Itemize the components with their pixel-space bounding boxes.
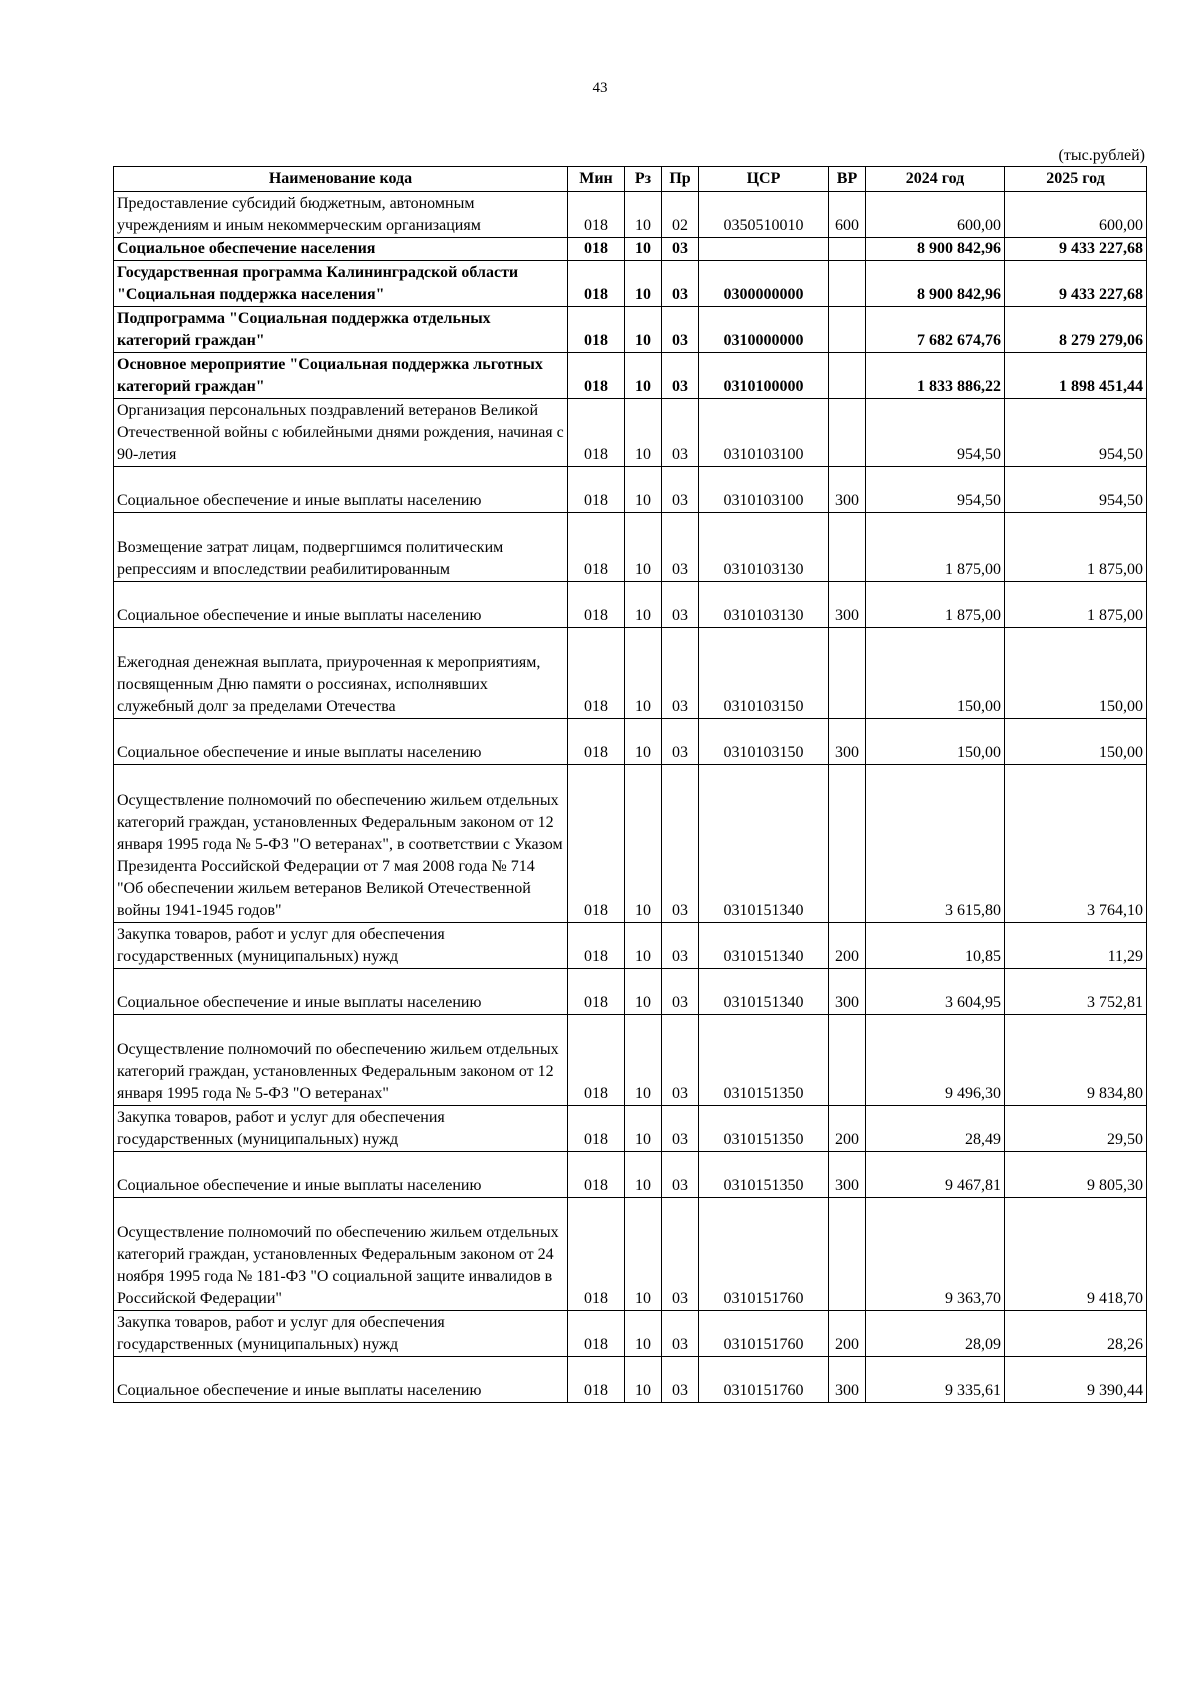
- cell-2024: 28,09: [866, 1311, 1005, 1357]
- cell-vr: [829, 1198, 866, 1311]
- table-row: [114, 467, 1147, 513]
- cell-2024: 10,85: [866, 923, 1005, 969]
- cell-csr: 0310103150: [699, 628, 829, 719]
- cell-min: 018: [568, 399, 625, 467]
- cell-pr: 03: [662, 261, 699, 307]
- cell-2025: 29,50: [1005, 1106, 1147, 1152]
- cell-2024: 954,50: [866, 467, 1005, 513]
- table-row: [114, 238, 1147, 261]
- cell-2024: 150,00: [866, 628, 1005, 719]
- cell-csr: 0310151350: [699, 1152, 829, 1198]
- cell-2025: 1 898 451,44: [1005, 353, 1147, 399]
- cell-name: Основное мероприятие "Социальная поддержка льготных категорий граждан": [114, 353, 568, 399]
- cell-min: 018: [568, 1152, 625, 1198]
- cell-2024: 28,49: [866, 1106, 1005, 1152]
- cell-2024: 1 833 886,22: [866, 353, 1005, 399]
- header-pr: Пр: [662, 167, 699, 192]
- cell-min: 018: [568, 1106, 625, 1152]
- cell-vr: [829, 307, 866, 353]
- cell-2025: 9 433 227,68: [1005, 261, 1147, 307]
- cell-csr: 0310103130: [699, 582, 829, 628]
- cell-vr: 300: [829, 467, 866, 513]
- page-number: 43: [592, 80, 608, 96]
- cell-2024: 3 615,80: [866, 765, 1005, 923]
- cell-vr: 300: [829, 1152, 866, 1198]
- cell-rz: 10: [625, 261, 662, 307]
- cell-2025: 3 752,81: [1005, 969, 1147, 1015]
- cell-name: Подпрограмма "Социальная поддержка отдельных категорий граждан": [114, 307, 568, 353]
- cell-2025: 28,26: [1005, 1311, 1147, 1357]
- table-row: [114, 353, 1147, 399]
- cell-min: 018: [568, 1198, 625, 1311]
- cell-min: 018: [568, 238, 625, 261]
- cell-min: 018: [568, 582, 625, 628]
- cell-min: 018: [568, 1311, 625, 1357]
- cell-vr: 200: [829, 923, 866, 969]
- cell-rz: 10: [625, 719, 662, 765]
- cell-2025: 8 279 279,06: [1005, 307, 1147, 353]
- cell-vr: [829, 399, 866, 467]
- cell-2024: 3 604,95: [866, 969, 1005, 1015]
- cell-2024: 7 682 674,76: [866, 307, 1005, 353]
- cell-name: Социальное обеспечение и иные выплаты населению: [114, 1152, 568, 1198]
- budget-table: [113, 166, 1147, 1403]
- cell-name: Закупка товаров, работ и услуг для обеспечения государственных (муниципальных) нужд: [114, 923, 568, 969]
- table-row: [114, 261, 1147, 307]
- cell-2024: 9 496,30: [866, 1015, 1005, 1106]
- cell-2024: 600,00: [866, 192, 1005, 238]
- cell-2025: 3 764,10: [1005, 765, 1147, 923]
- cell-min: 018: [568, 628, 625, 719]
- table-row: [114, 628, 1147, 719]
- cell-2024: 9 467,81: [866, 1152, 1005, 1198]
- cell-pr: 03: [662, 923, 699, 969]
- cell-vr: [829, 353, 866, 399]
- cell-csr: 0310103130: [699, 513, 829, 582]
- cell-csr: 0310151760: [699, 1311, 829, 1357]
- cell-vr: 300: [829, 719, 866, 765]
- cell-2024: 8 900 842,96: [866, 261, 1005, 307]
- cell-2025: 954,50: [1005, 467, 1147, 513]
- cell-pr: 03: [662, 238, 699, 261]
- header-rz: Рз: [625, 167, 662, 192]
- cell-2025: 600,00: [1005, 192, 1147, 238]
- table-row: [114, 1152, 1147, 1198]
- cell-min: 018: [568, 969, 625, 1015]
- cell-csr: 0300000000: [699, 261, 829, 307]
- cell-rz: 10: [625, 467, 662, 513]
- header-2024: 2024 год: [866, 167, 1005, 192]
- cell-name: Осуществление полномочий по обеспечению жильем отдельных категорий граждан, установленных Федеральным законом от 12 января 1995 года № 5-ФЗ "О ветеранах", в соответствии с Указом Президента Российской Федерации от 7 мая 2008 года № 714 "Об обеспечении жильем ветеранов Великой Отечественной войны 1941-1945 годов": [114, 765, 568, 923]
- cell-csr: 0310103150: [699, 719, 829, 765]
- cell-pr: 03: [662, 969, 699, 1015]
- cell-2024: 9 335,61: [866, 1357, 1005, 1403]
- table-row: [114, 969, 1147, 1015]
- cell-rz: 10: [625, 923, 662, 969]
- table-row: [114, 765, 1147, 923]
- cell-csr: 0310151340: [699, 923, 829, 969]
- cell-rz: 10: [625, 1198, 662, 1311]
- cell-csr: [699, 238, 829, 261]
- cell-rz: 10: [625, 192, 662, 238]
- cell-rz: 10: [625, 765, 662, 923]
- cell-2025: 11,29: [1005, 923, 1147, 969]
- cell-csr: 0310151760: [699, 1198, 829, 1311]
- cell-csr: 0310103100: [699, 399, 829, 467]
- table-header-row: [114, 167, 1147, 192]
- cell-pr: 03: [662, 399, 699, 467]
- table-row: [114, 1015, 1147, 1106]
- cell-min: 018: [568, 719, 625, 765]
- cell-min: 018: [568, 467, 625, 513]
- cell-csr: 0310151760: [699, 1357, 829, 1403]
- cell-name: Осуществление полномочий по обеспечению жильем отдельных категорий граждан, установленных Федеральным законом от 24 ноября 1995 года № 181-ФЗ "О социальной защите инвалидов в Российской Федерации": [114, 1198, 568, 1311]
- header-name: Наименование кода: [114, 167, 568, 192]
- cell-name: Социальное обеспечение населения: [114, 238, 568, 261]
- table-body: [114, 192, 1147, 1403]
- cell-min: 018: [568, 1015, 625, 1106]
- table-row: [114, 192, 1147, 238]
- cell-csr: 0350510010: [699, 192, 829, 238]
- cell-vr: 300: [829, 969, 866, 1015]
- header-csr: ЦСР: [699, 167, 829, 192]
- cell-pr: 03: [662, 1152, 699, 1198]
- cell-name: Возмещение затрат лицам, подвергшимся политическим репрессиям и впоследствии реабилитированным: [114, 513, 568, 582]
- cell-csr: 0310151350: [699, 1015, 829, 1106]
- cell-name: Социальное обеспечение и иные выплаты населению: [114, 719, 568, 765]
- cell-pr: 03: [662, 1311, 699, 1357]
- cell-min: 018: [568, 353, 625, 399]
- cell-2024: 1 875,00: [866, 582, 1005, 628]
- cell-min: 018: [568, 192, 625, 238]
- cell-rz: 10: [625, 1152, 662, 1198]
- cell-name: Социальное обеспечение и иные выплаты населению: [114, 467, 568, 513]
- cell-min: 018: [568, 307, 625, 353]
- cell-name: Закупка товаров, работ и услуг для обеспечения государственных (муниципальных) нужд: [114, 1106, 568, 1152]
- cell-2025: 9 418,70: [1005, 1198, 1147, 1311]
- cell-name: Предоставление субсидий бюджетным, автономным учреждениям и иным некоммерческим организациям: [114, 192, 568, 238]
- cell-vr: 200: [829, 1106, 866, 1152]
- cell-min: 018: [568, 513, 625, 582]
- cell-name: Социальное обеспечение и иные выплаты населению: [114, 969, 568, 1015]
- cell-csr: 0310151350: [699, 1106, 829, 1152]
- cell-min: 018: [568, 261, 625, 307]
- cell-rz: 10: [625, 353, 662, 399]
- header-2025: 2025 год: [1005, 167, 1147, 192]
- cell-pr: 03: [662, 719, 699, 765]
- cell-pr: 02: [662, 192, 699, 238]
- cell-2025: 1 875,00: [1005, 582, 1147, 628]
- table-row: [114, 1357, 1147, 1403]
- cell-2025: 150,00: [1005, 628, 1147, 719]
- table-row: [114, 923, 1147, 969]
- cell-name: Организация персональных поздравлений ветеранов Великой Отечественной войны с юбилейными днями рождения, начиная с 90-летия: [114, 399, 568, 467]
- cell-rz: 10: [625, 582, 662, 628]
- cell-vr: [829, 765, 866, 923]
- cell-2024: 9 363,70: [866, 1198, 1005, 1311]
- cell-rz: 10: [625, 1357, 662, 1403]
- cell-pr: 03: [662, 467, 699, 513]
- cell-name: Осуществление полномочий по обеспечению жильем отдельных категорий граждан, установленных Федеральным законом от 12 января 1995 года № 5-ФЗ "О ветеранах": [114, 1015, 568, 1106]
- cell-name: Социальное обеспечение и иные выплаты населению: [114, 1357, 568, 1403]
- table-row: [114, 582, 1147, 628]
- cell-2025: 9 834,80: [1005, 1015, 1147, 1106]
- cell-rz: 10: [625, 307, 662, 353]
- table-row: [114, 1198, 1147, 1311]
- cell-vr: [829, 238, 866, 261]
- cell-vr: 600: [829, 192, 866, 238]
- cell-vr: [829, 628, 866, 719]
- table-row: [114, 307, 1147, 353]
- cell-2025: 9 805,30: [1005, 1152, 1147, 1198]
- cell-rz: 10: [625, 238, 662, 261]
- cell-pr: 03: [662, 1106, 699, 1152]
- cell-vr: 300: [829, 582, 866, 628]
- cell-rz: 10: [625, 513, 662, 582]
- cell-pr: 03: [662, 628, 699, 719]
- cell-2024: 954,50: [866, 399, 1005, 467]
- header-vr: ВР: [829, 167, 866, 192]
- cell-csr: 0310151340: [699, 969, 829, 1015]
- cell-pr: 03: [662, 307, 699, 353]
- cell-vr: [829, 1015, 866, 1106]
- cell-csr: 0310103100: [699, 467, 829, 513]
- cell-min: 018: [568, 765, 625, 923]
- table-row: [114, 719, 1147, 765]
- units-label: (тыс.рублей): [1058, 147, 1145, 164]
- cell-2024: 8 900 842,96: [866, 238, 1005, 261]
- cell-name: Социальное обеспечение и иные выплаты населению: [114, 582, 568, 628]
- cell-2025: 9 433 227,68: [1005, 238, 1147, 261]
- cell-min: 018: [568, 1357, 625, 1403]
- cell-name: Ежегодная денежная выплата, приуроченная к мероприятиям, посвященным Дню памяти о россиянах, исполнявших служебный долг за пределами Отечества: [114, 628, 568, 719]
- cell-pr: 03: [662, 765, 699, 923]
- cell-2025: 150,00: [1005, 719, 1147, 765]
- cell-2025: 9 390,44: [1005, 1357, 1147, 1403]
- cell-pr: 03: [662, 582, 699, 628]
- cell-csr: 0310151340: [699, 765, 829, 923]
- table-row: [114, 1106, 1147, 1152]
- cell-rz: 10: [625, 399, 662, 467]
- table-row: [114, 1311, 1147, 1357]
- cell-csr: 0310000000: [699, 307, 829, 353]
- cell-rz: 10: [625, 628, 662, 719]
- cell-vr: [829, 513, 866, 582]
- header-min: Мин: [568, 167, 625, 192]
- cell-vr: 300: [829, 1357, 866, 1403]
- cell-name: Закупка товаров, работ и услуг для обеспечения государственных (муниципальных) нужд: [114, 1311, 568, 1357]
- cell-vr: 200: [829, 1311, 866, 1357]
- table-row: [114, 513, 1147, 582]
- cell-rz: 10: [625, 969, 662, 1015]
- cell-rz: 10: [625, 1015, 662, 1106]
- cell-rz: 10: [625, 1106, 662, 1152]
- cell-pr: 03: [662, 353, 699, 399]
- cell-2025: 954,50: [1005, 399, 1147, 467]
- cell-pr: 03: [662, 1357, 699, 1403]
- cell-pr: 03: [662, 1015, 699, 1106]
- cell-vr: [829, 261, 866, 307]
- cell-2025: 1 875,00: [1005, 513, 1147, 582]
- cell-2024: 150,00: [866, 719, 1005, 765]
- table-row: [114, 399, 1147, 467]
- cell-pr: 03: [662, 513, 699, 582]
- cell-2024: 1 875,00: [866, 513, 1005, 582]
- cell-min: 018: [568, 923, 625, 969]
- cell-csr: 0310100000: [699, 353, 829, 399]
- cell-rz: 10: [625, 1311, 662, 1357]
- cell-pr: 03: [662, 1198, 699, 1311]
- cell-name: Государственная программа Калининградской области "Социальная поддержка населения": [114, 261, 568, 307]
